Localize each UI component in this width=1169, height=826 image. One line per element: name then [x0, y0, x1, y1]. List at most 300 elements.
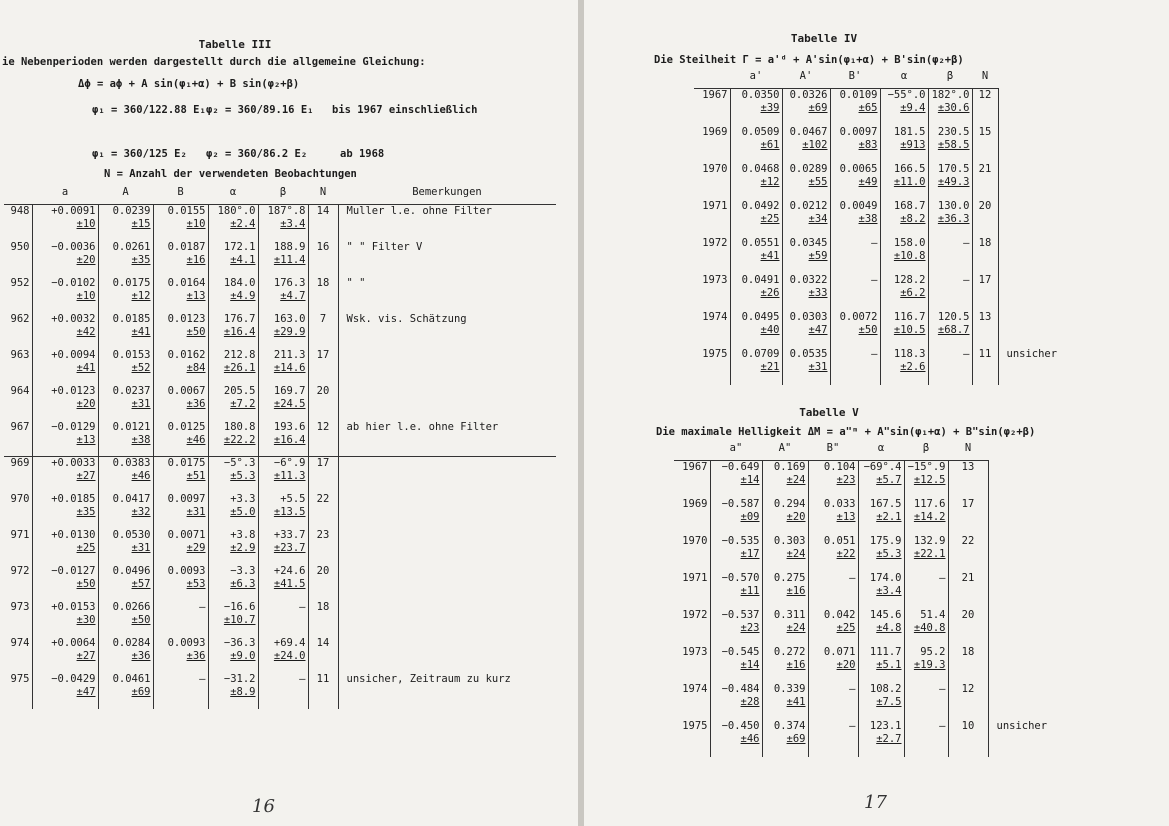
value: 0.0093	[167, 636, 206, 649]
error-value: ±41	[786, 695, 806, 708]
value: 0.0164	[167, 276, 206, 289]
error-value: ±6.3	[230, 577, 256, 590]
year-value: 1967	[682, 461, 708, 473]
error-value: ±49	[858, 175, 878, 188]
year-cell	[4, 421, 32, 457]
error-value: ±13.5	[273, 505, 306, 518]
column-header: a'	[730, 70, 782, 89]
error-value: ±59	[808, 249, 828, 262]
value-cell	[32, 529, 98, 565]
value-cell	[782, 126, 830, 163]
value: 0.0049	[839, 199, 878, 212]
year-value: 967	[10, 420, 30, 433]
value-cell	[880, 126, 928, 163]
value: —	[871, 273, 878, 286]
year-value: 1973	[682, 645, 708, 658]
value: 0.0093	[167, 564, 206, 577]
value: 172.1	[223, 240, 256, 253]
remark-cell	[988, 683, 1144, 720]
value: —	[963, 273, 970, 286]
n-value: 11	[316, 672, 330, 685]
error-value: ±61	[760, 138, 780, 151]
error-value: ±6.2	[900, 286, 926, 299]
value-cell	[98, 241, 153, 277]
error-value: ±10.5	[893, 323, 926, 336]
year-value: 1972	[702, 236, 728, 249]
error-value: ±57	[131, 577, 151, 590]
value: −0.0127	[51, 564, 96, 577]
n-value: 18	[316, 276, 330, 289]
error-value: ±51	[186, 470, 206, 482]
table-row	[674, 646, 1144, 683]
value-cell	[208, 421, 258, 457]
year-value: 974	[10, 636, 30, 649]
value-cell	[98, 601, 153, 637]
value-cell	[880, 311, 928, 348]
value: +0.0032	[51, 312, 96, 325]
remark-cell	[338, 313, 556, 349]
value-cell	[730, 348, 782, 385]
error-value: ±2.4	[230, 218, 256, 230]
year-value: 1973	[702, 273, 728, 286]
right-page	[584, 0, 1169, 826]
n-cell	[308, 565, 338, 601]
value-cell	[258, 421, 308, 457]
value: 108.2	[869, 682, 902, 695]
n-value: 17	[961, 497, 975, 510]
tabelle-iv-table	[694, 70, 1134, 385]
n-cell	[308, 457, 338, 493]
year-value: 1969	[682, 497, 708, 510]
value-cell	[762, 535, 808, 572]
error-value: ±40	[760, 323, 780, 336]
year-cell	[4, 529, 32, 565]
value: —	[939, 682, 946, 695]
year-value: 1975	[682, 719, 708, 732]
remark-cell	[338, 673, 556, 709]
value: 193.6	[273, 420, 306, 433]
value-cell	[208, 385, 258, 421]
value-cell	[153, 241, 208, 277]
year-cell	[694, 126, 730, 163]
year-value: 970	[10, 492, 30, 505]
year-cell	[4, 385, 32, 421]
error-value: ±24	[786, 547, 806, 560]
n-value: 14	[316, 205, 330, 217]
value-cell	[258, 241, 308, 277]
value: 0.0326	[789, 89, 828, 101]
error-value: ±27	[76, 470, 96, 482]
value: 0.0350	[741, 89, 780, 101]
tabelle-iv-title: Tabelle IV	[790, 32, 858, 45]
value: +0.0185	[51, 492, 96, 505]
error-value: ±50	[858, 323, 878, 336]
value-cell	[830, 237, 880, 274]
column-header: α	[208, 186, 258, 205]
n-cell	[308, 241, 338, 277]
value: 123.1	[869, 719, 902, 732]
table-row	[4, 601, 556, 637]
column-header: β	[258, 186, 308, 205]
value-cell	[32, 637, 98, 673]
eq-row2-note: ab 1968	[340, 148, 385, 160]
value-cell	[258, 565, 308, 601]
value-cell	[830, 348, 880, 385]
value: 0.0492	[741, 199, 780, 212]
error-value: ±7.2	[230, 397, 256, 410]
value-cell	[710, 535, 762, 572]
value-cell	[710, 498, 762, 535]
error-value: ±20	[76, 397, 96, 410]
column-header: a"	[710, 442, 762, 461]
value-cell	[880, 348, 928, 385]
value-cell	[208, 241, 258, 277]
value: —	[199, 600, 206, 613]
table-row	[674, 498, 1144, 535]
error-value: ±12	[760, 175, 780, 188]
error-value: ±913	[900, 138, 926, 151]
remark-text: ab hier l.e. ohne Filter	[346, 420, 499, 433]
value-cell	[153, 349, 208, 385]
value: 0.0109	[839, 89, 878, 101]
error-value: ±4.8	[876, 621, 902, 634]
value-cell	[730, 311, 782, 348]
value-cell	[710, 720, 762, 757]
n-value: 17	[978, 273, 992, 286]
error-value: ±30.6	[937, 102, 970, 114]
value: 0.0261	[112, 240, 151, 253]
column-header: A"	[762, 442, 808, 461]
table-row	[694, 126, 1134, 163]
n-cell	[308, 277, 338, 313]
table-row	[4, 277, 556, 313]
eq-row1-note: bis 1967 einschließlich	[332, 104, 478, 116]
header-row	[674, 442, 1144, 461]
value-cell	[98, 313, 153, 349]
n-value: 12	[961, 682, 975, 695]
value-cell	[830, 126, 880, 163]
value: 0.0496	[112, 564, 151, 577]
error-value: ±13	[186, 289, 206, 302]
value: −36.3	[223, 636, 256, 649]
year-value: 952	[10, 276, 30, 289]
error-value: ±16	[786, 584, 806, 597]
error-value: ±20	[836, 658, 856, 671]
value-cell	[258, 277, 308, 313]
error-value: ±50	[186, 325, 206, 338]
value: —	[849, 682, 856, 695]
value: −6°.9	[273, 457, 306, 469]
value: +3.8	[230, 528, 256, 541]
year-value: 1969	[702, 125, 728, 138]
error-value: ±25	[836, 621, 856, 634]
error-value: ±14	[740, 474, 760, 486]
column-header	[694, 70, 730, 89]
value: −15°.9	[907, 461, 946, 473]
value: 0.0125	[167, 420, 206, 433]
value-cell	[782, 163, 830, 200]
error-value: ±10	[76, 218, 96, 230]
error-value: ±09	[740, 510, 760, 523]
error-value: ±21	[760, 360, 780, 373]
table-row	[694, 311, 1134, 348]
value-cell	[32, 421, 98, 457]
header-row	[694, 70, 1134, 89]
remark-cell	[338, 277, 556, 313]
value-cell	[904, 535, 948, 572]
n-value: 17	[316, 457, 330, 469]
error-value: ±35	[131, 253, 151, 266]
value-cell	[808, 461, 858, 498]
n-cell	[308, 385, 338, 421]
value-cell	[858, 498, 904, 535]
error-value: ±14.6	[273, 361, 306, 374]
value: 0.169	[773, 461, 806, 473]
n-cell	[948, 535, 988, 572]
remark-cell	[338, 637, 556, 673]
table-row	[4, 565, 556, 601]
remark-cell	[988, 720, 1144, 757]
error-value: ±25	[760, 212, 780, 225]
value: +0.0094	[51, 348, 96, 361]
remark-cell	[998, 126, 1134, 163]
year-value: 973	[10, 600, 30, 613]
remark-cell	[998, 237, 1134, 274]
value-cell	[808, 572, 858, 609]
value: 0.0153	[112, 348, 151, 361]
value-cell	[880, 89, 928, 126]
column-header: A'	[782, 70, 830, 89]
error-value: ±9.4	[900, 102, 926, 114]
value: −55°.0	[887, 89, 926, 101]
value: 0.0495	[741, 310, 780, 323]
n-value: 18	[978, 236, 992, 249]
year-cell	[694, 89, 730, 126]
value-cell	[98, 205, 153, 241]
table-row	[4, 349, 556, 385]
value: 0.0065	[839, 162, 878, 175]
table-row	[674, 572, 1144, 609]
error-value: ±20	[786, 510, 806, 523]
error-value: ±2.9	[230, 541, 256, 554]
value-cell	[208, 565, 258, 601]
value-cell	[710, 683, 762, 720]
column-header	[4, 186, 32, 205]
value-cell	[858, 609, 904, 646]
n-value: 20	[316, 564, 330, 577]
value-cell	[98, 529, 153, 565]
error-value: ±31	[131, 541, 151, 554]
value: —	[939, 571, 946, 584]
value-cell	[32, 313, 98, 349]
year-cell	[694, 348, 730, 385]
value: 0.0709	[741, 347, 780, 360]
value: —	[849, 719, 856, 732]
n-definition: N = Anzahl der verwendeten Beobachtungen	[104, 168, 357, 180]
remark-text: unsicher	[996, 719, 1048, 732]
error-value: ±10.7	[223, 613, 256, 626]
error-value: ±5.0	[230, 505, 256, 518]
value: 0.0097	[839, 125, 878, 138]
value-cell	[32, 349, 98, 385]
value-cell	[730, 126, 782, 163]
value-cell	[258, 493, 308, 529]
column-header: N	[948, 442, 988, 461]
remark-cell	[338, 349, 556, 385]
tabelle-v-equation: Die maximale Helligkeit ΔM = a"ᵐ + A"sin(φ₁+α) + B"sin(φ₂+β)	[656, 426, 1036, 438]
error-value: ±5.7	[876, 474, 902, 486]
column-header: B'	[830, 70, 880, 89]
value: 0.0461	[112, 672, 151, 685]
value-cell	[98, 349, 153, 385]
value: —	[939, 719, 946, 732]
n-value: 23	[316, 528, 330, 541]
error-value: ±41	[131, 325, 151, 338]
error-value: ±53	[186, 577, 206, 590]
table-row	[694, 274, 1134, 311]
value: —	[849, 571, 856, 584]
value-cell	[808, 720, 858, 757]
value-cell	[153, 457, 208, 493]
remark-cell	[998, 200, 1134, 237]
value-cell	[208, 493, 258, 529]
error-value: ±102	[802, 138, 828, 151]
value-cell	[258, 205, 308, 241]
value-cell	[258, 673, 308, 709]
error-value: ±5.3	[230, 470, 256, 482]
error-value: ±65	[858, 102, 878, 114]
value: −0.0129	[51, 420, 96, 433]
error-value: ±17	[740, 547, 760, 560]
value-cell	[762, 498, 808, 535]
tabelle-iii-title: Tabelle III	[198, 38, 272, 51]
error-value: ±12.5	[913, 474, 946, 486]
error-value: ±8.9	[230, 685, 256, 698]
value: 158.0	[893, 236, 926, 249]
year-cell	[4, 277, 32, 313]
error-value: ±39	[760, 102, 780, 114]
value-cell	[710, 461, 762, 498]
value: 176.7	[223, 312, 256, 325]
value-cell	[928, 126, 972, 163]
year-cell	[674, 572, 710, 609]
n-value: 22	[316, 492, 330, 505]
value: −0.649	[721, 461, 760, 473]
value: 0.0322	[789, 273, 828, 286]
value: 0.051	[823, 534, 856, 547]
value: 0.0345	[789, 236, 828, 249]
value-cell	[830, 89, 880, 126]
error-value: ±42	[76, 325, 96, 338]
error-value: ±46	[131, 470, 151, 482]
error-value: ±46	[186, 433, 206, 446]
error-value: ±3.4	[876, 584, 902, 597]
table-row	[674, 683, 1144, 720]
value-cell	[208, 601, 258, 637]
value-cell	[258, 601, 308, 637]
n-cell	[308, 349, 338, 385]
value: 0.0551	[741, 236, 780, 249]
table-row	[694, 163, 1134, 200]
value-cell	[858, 535, 904, 572]
value-cell	[830, 274, 880, 311]
column-header: α	[880, 70, 928, 89]
value-cell	[782, 89, 830, 126]
value-cell	[904, 683, 948, 720]
n-cell	[948, 572, 988, 609]
n-value: 18	[961, 645, 975, 658]
value: 0.0212	[789, 199, 828, 212]
error-value: ±29	[186, 541, 206, 554]
remark-cell	[988, 609, 1144, 646]
value: 0.0417	[112, 492, 151, 505]
remark-cell	[988, 461, 1144, 498]
year-value: 969	[10, 457, 30, 469]
value-cell	[928, 163, 972, 200]
error-value: ±12	[131, 289, 151, 302]
n-cell	[948, 461, 988, 498]
year-cell	[4, 673, 32, 709]
value: +0.0091	[51, 205, 96, 217]
error-value: ±24	[786, 474, 806, 486]
value: 0.0266	[112, 600, 151, 613]
year-cell	[4, 241, 32, 277]
n-cell	[948, 498, 988, 535]
value-cell	[32, 385, 98, 421]
value-cell	[808, 646, 858, 683]
error-value: ±69	[808, 102, 828, 114]
year-cell	[694, 311, 730, 348]
error-value: ±27	[76, 649, 96, 662]
n-cell	[308, 529, 338, 565]
error-value: ±4.7	[280, 289, 306, 302]
error-value: ±11.0	[893, 175, 926, 188]
n-value: 17	[316, 348, 330, 361]
n-cell	[948, 609, 988, 646]
value: 182°.0	[931, 89, 970, 101]
value: 166.5	[893, 162, 926, 175]
value-cell	[808, 535, 858, 572]
value: 181.5	[893, 125, 926, 138]
value: 132.9	[913, 534, 946, 547]
value-cell	[153, 565, 208, 601]
value-cell	[98, 457, 153, 493]
table-row	[4, 385, 556, 421]
value: 120.5	[937, 310, 970, 323]
value-cell	[153, 421, 208, 457]
value: 175.9	[869, 534, 902, 547]
value-cell	[904, 646, 948, 683]
value: 0.303	[773, 534, 806, 547]
value: +0.0130	[51, 528, 96, 541]
value-cell	[808, 683, 858, 720]
value-cell	[904, 461, 948, 498]
column-header: N	[308, 186, 338, 205]
value: 0.0187	[167, 240, 206, 253]
error-value: ±14.2	[913, 510, 946, 523]
error-value: ±36.3	[937, 212, 970, 225]
error-value: ±23.7	[273, 541, 306, 554]
value-cell	[153, 601, 208, 637]
remark-text: " "	[346, 276, 366, 289]
year-value: 1972	[682, 608, 708, 621]
value: 0.339	[773, 682, 806, 695]
error-value: ±36	[186, 649, 206, 662]
value: 180°.0	[217, 205, 256, 217]
value: +69.4	[273, 636, 306, 649]
value-cell	[153, 205, 208, 241]
n-cell	[972, 163, 998, 200]
